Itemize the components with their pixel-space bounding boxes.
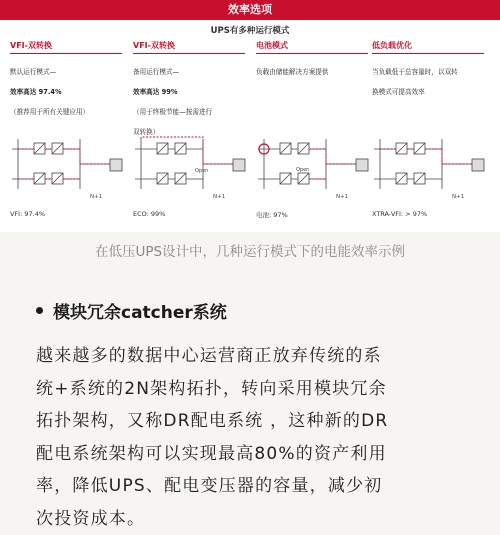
- mode-panel-low-load: [372, 40, 490, 222]
- section-heading: [36, 298, 227, 323]
- panel-divider: [10, 53, 122, 54]
- panel-divider: [372, 53, 484, 54]
- n-plus-one-label: N+1: [336, 194, 349, 200]
- ups-single-line-diagram: [256, 134, 374, 204]
- body-line: 率，降低UPS、配电变压器的容量，减少初: [36, 476, 383, 496]
- panel-divider: [256, 53, 368, 54]
- ups-single-line-diagram: [10, 134, 128, 204]
- body-line: 次投资成本。: [36, 508, 146, 529]
- panel-caption: ECO: 99%: [133, 210, 166, 218]
- efficiency-options-figure: [0, 0, 500, 232]
- bullet-dot-icon: [36, 307, 43, 314]
- mode-panel-battery: [256, 40, 374, 222]
- section-body: [36, 340, 476, 535]
- n-plus-one-label: N+1: [90, 194, 103, 200]
- figure-title: 效率选项: [0, 0, 500, 20]
- figure-subtitle: UPS有多种运行模式: [210, 26, 290, 36]
- panel-title: VFI-双转换: [10, 41, 52, 50]
- panel-description: 默认运行模式— 效率高达 97.4% （推荐用于所有关键应用）: [10, 68, 90, 116]
- body-line: 统+系统的2N架构拓扑，转向采用模块冗余: [36, 378, 387, 399]
- panel-description: 负载由储能解决方案提供: [256, 68, 329, 76]
- panel-caption: VFI: 97.4%: [10, 210, 46, 218]
- body-line: 配电系统架构可以实现最高80%的资产利用: [36, 443, 387, 464]
- mode-panel-vfi: [10, 40, 128, 222]
- panel-description: 当负载低于总容量时，以双转 换模式可提高效率: [372, 68, 458, 96]
- figure-caption: 在低压UPS设计中，几种运行模式下的电能效率示例: [94, 244, 406, 260]
- panel-title: 低负载优化: [372, 41, 412, 50]
- panel-caption: 电池: 97%: [256, 211, 288, 219]
- ups-single-line-diagram: [372, 134, 490, 204]
- open-switch-label: Open: [195, 168, 209, 174]
- panel-description: 备用运行模式— 效率高达 99% （用于终极节能—按需进行 双转换）: [133, 68, 213, 136]
- n-plus-one-label: N+1: [452, 194, 465, 200]
- ups-single-line-diagram: [133, 134, 251, 204]
- section-heading-text: 模块冗余catcher系统: [53, 303, 227, 323]
- panel-title: VFI-双转换: [133, 41, 175, 50]
- mode-panel-eco: [133, 40, 251, 222]
- body-line: 拓扑架构，又称DR配电系统 ，这种新的DR: [36, 411, 389, 431]
- panel-title: 电池模式: [256, 41, 288, 50]
- panel-caption: XTRA-VFI: > 97%: [372, 210, 428, 218]
- panel-divider: [133, 53, 245, 54]
- open-switch-label: Open: [296, 167, 310, 173]
- body-line: 越来越多的数据中心运营商正放弃传统的系: [36, 346, 382, 366]
- n-plus-one-label: N+1: [213, 194, 226, 200]
